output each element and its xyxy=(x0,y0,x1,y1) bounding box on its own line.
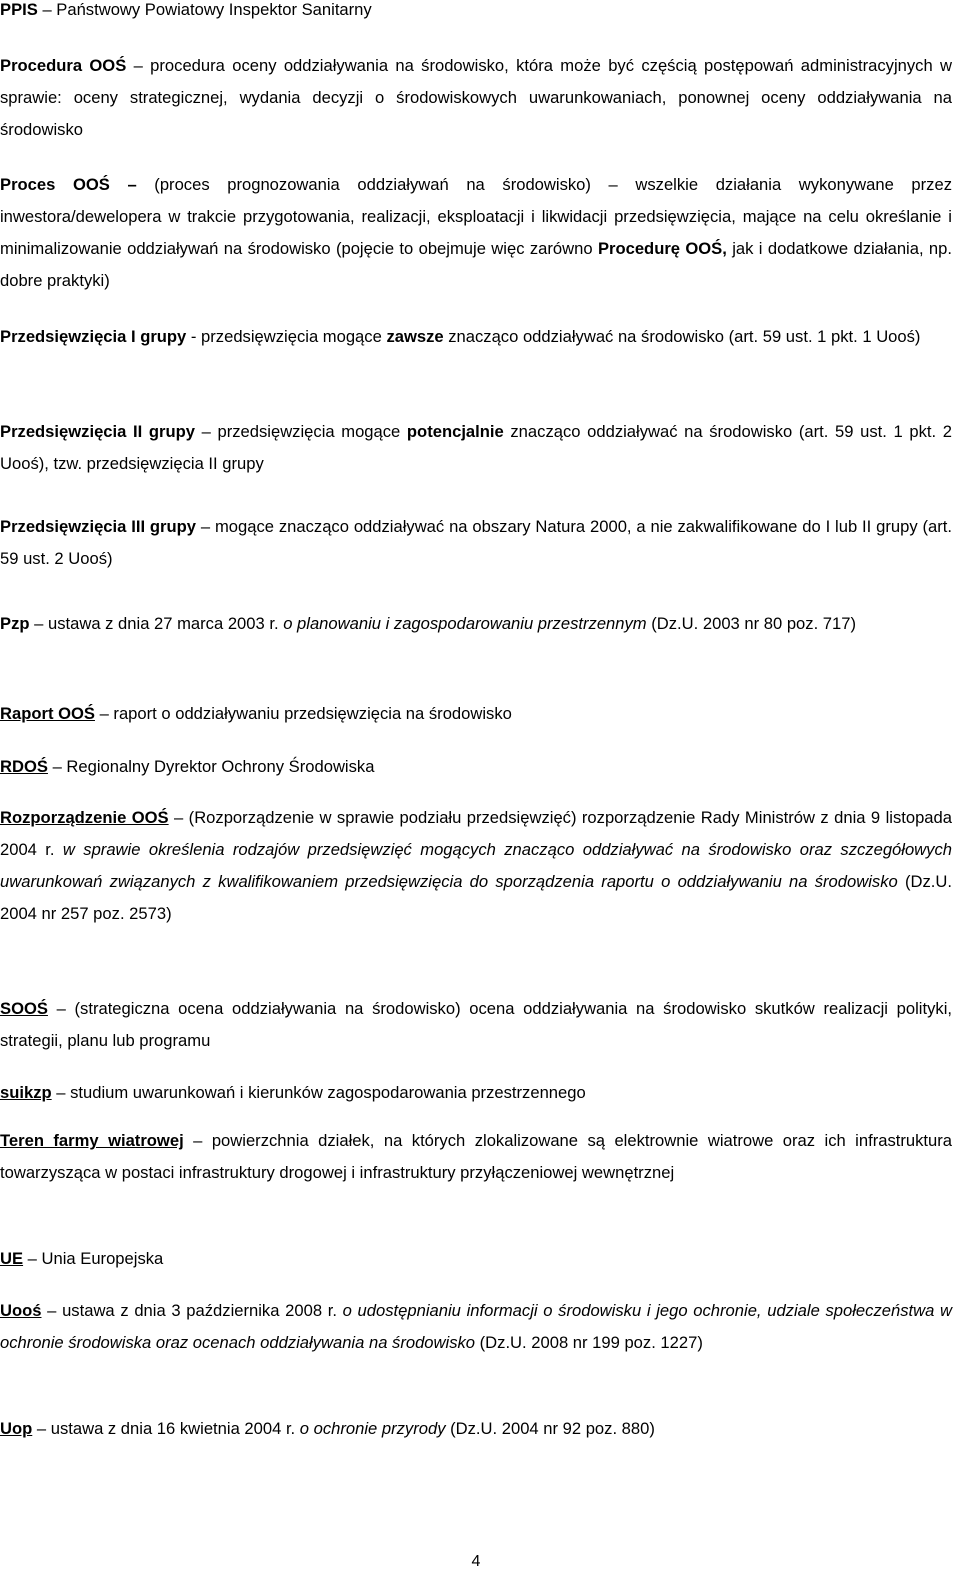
term: Przedsięwzięcia I grupy xyxy=(0,327,187,346)
glossary-entry-ue xyxy=(0,1243,952,1275)
act-title: w sprawie określenia rodzajów przedsięwzięć mogących znacząco oddziaływać na środowisko oraz szczegółowych uwarunkowań związanych z kwalifikowaniem przedsięwzięcia do sporządzenia raportu o oddziaływaniu na środowisko xyxy=(0,840,952,891)
term: Raport OOŚ xyxy=(0,704,95,723)
definition: – studium uwarunkowań i kierunków zagospodarowania przestrzennego xyxy=(51,1083,586,1102)
glossary-entry-przedsiewziecia-3 xyxy=(0,511,952,575)
term: Pzp xyxy=(0,614,30,633)
glossary-entry-raport-oos xyxy=(0,698,952,730)
term: suikzp xyxy=(0,1083,52,1102)
definition: znacząco oddziaływać na środowisko (art. 59 ust. 1 pkt. 2 Uooś), tzw. przedsięwzięcia II grupy xyxy=(0,422,952,473)
definition: (Dz.U. 2008 nr 199 poz. 1227) xyxy=(475,1333,703,1352)
definition: (proces prognozowania oddziaływań na środowisko) – wszelkie działania wykonywane przez inwestora/dewelopera w trakcie przygotowania, realizacji, eksploatacji i likwidacji przedsięwzięcia, mające na celu określanie i minimalizowanie oddziaływań na środowisko (pojęcie to obejmuje więc zarówno xyxy=(0,175,952,258)
glossary-entry-uoos xyxy=(0,1295,952,1359)
glossary-entry-suikzp xyxy=(0,1077,952,1109)
page-number: 4 xyxy=(471,1553,481,1570)
glossary-entry-pzp xyxy=(0,608,952,640)
definition: (Dz.U. 2004 nr 92 poz. 880) xyxy=(445,1419,655,1438)
definition: jak i dodatkowe działania, np. dobre praktyki) xyxy=(0,239,952,290)
term-reference: Procedurę OOŚ, xyxy=(597,239,727,258)
glossary-entry-przedsiewziecia-1 xyxy=(0,321,952,353)
definition: – przedsięwzięcia mogące xyxy=(194,422,407,441)
glossary-entry-teren-farmy xyxy=(0,1125,952,1189)
glossary-entry-rdos xyxy=(0,751,952,783)
definition: – (Rozporządzenie w sprawie podziału przedsięwzięć) rozporządzenie Rady Ministrów z dnia 9 listopada 2004 r. xyxy=(0,808,952,859)
definition: – ustawa z dnia 27 marca 2003 r. xyxy=(29,614,284,633)
act-title: o ochronie przyrody xyxy=(299,1419,446,1438)
definition: – mogące znacząco oddziaływać na obszary Natura 2000, a nie zakwalifikowane do I lub II grupy (art. 59 ust. 2 Uooś) xyxy=(0,517,952,568)
definition: – Unia Europejska xyxy=(23,1249,164,1268)
term: Uooś xyxy=(0,1301,42,1320)
term: Proces OOŚ – xyxy=(0,175,137,194)
glossary-entry-rozporzadzenie-oos xyxy=(0,802,952,930)
definition: – raport o oddziaływaniu przedsięwzięcia na środowisko xyxy=(94,704,512,723)
glossary-entry-ppis xyxy=(0,0,952,26)
definition: – Państwowy Powiatowy Inspektor Sanitarny xyxy=(37,0,372,19)
definition: – (strategiczna ocena oddziaływania na środowisko) ocena oddziaływania na środowisko skutków realizacji polityki, strategii, planu lub programu xyxy=(0,999,952,1050)
glossary-entry-przedsiewziecia-2 xyxy=(0,416,952,480)
term: UE xyxy=(0,1249,24,1268)
definition: – powierzchnia działek, na których zlokalizowane są elektrownie wiatrowe oraz ich infrastruktura towarzysząca w postaci infrastruktury drogowej i infrastruktury przyłączeniowej wewnętrznej xyxy=(0,1131,953,1182)
definition: znacząco oddziaływać na środowisko (art. 59 ust. 1 pkt. 1 Uooś) xyxy=(443,327,921,346)
emphasis: potencjalnie xyxy=(406,422,504,441)
definition: – Regionalny Dyrektor Ochrony Środowiska xyxy=(47,757,375,776)
act-title: o udostępnianiu informacji o środowisku i jego ochronie, udziale społeczeństwa w ochronie środowiska oraz ocenach oddziaływania na środowisko xyxy=(0,1301,952,1352)
term: RDOŚ xyxy=(0,757,48,776)
term: Procedura OOŚ xyxy=(0,56,127,75)
glossary-entry-uop xyxy=(0,1413,952,1445)
definition: (Dz.U. 2003 nr 80 poz. 717) xyxy=(646,614,856,633)
term: Rozporządzenie OOŚ xyxy=(0,808,169,827)
glossary-entry-soos xyxy=(0,993,952,1057)
term: SOOŚ xyxy=(0,999,48,1018)
term: PPIS xyxy=(0,0,38,19)
definition: – ustawa z dnia 16 kwietnia 2004 r. xyxy=(32,1419,300,1438)
act-title: o planowaniu i zagospodarowaniu przestrzennym xyxy=(283,614,647,633)
glossary-entry-procedura-oos xyxy=(0,50,952,146)
definition: – procedura oceny oddziaływania na środowisko, która może być częścią postępowań administracyjnych w sprawie: oceny strategicznej, wydania decyzji o środowiskowych uwarunkowaniach, ponownej oceny oddziaływania na środowisko xyxy=(0,56,952,139)
term: Uop xyxy=(0,1419,33,1438)
glossary-entry-proces-oos xyxy=(0,169,952,297)
term: Przedsięwzięcia II grupy xyxy=(0,422,195,441)
term: Teren farmy wiatrowej xyxy=(0,1131,184,1150)
definition: – ustawa z dnia 3 października 2008 r. xyxy=(41,1301,343,1320)
definition: - przedsięwzięcia mogące xyxy=(186,327,387,346)
definition: (Dz.U. 2004 nr 257 poz. 2573) xyxy=(0,872,952,923)
emphasis: zawsze xyxy=(386,327,444,346)
term: Przedsięwzięcia III grupy xyxy=(0,517,197,536)
